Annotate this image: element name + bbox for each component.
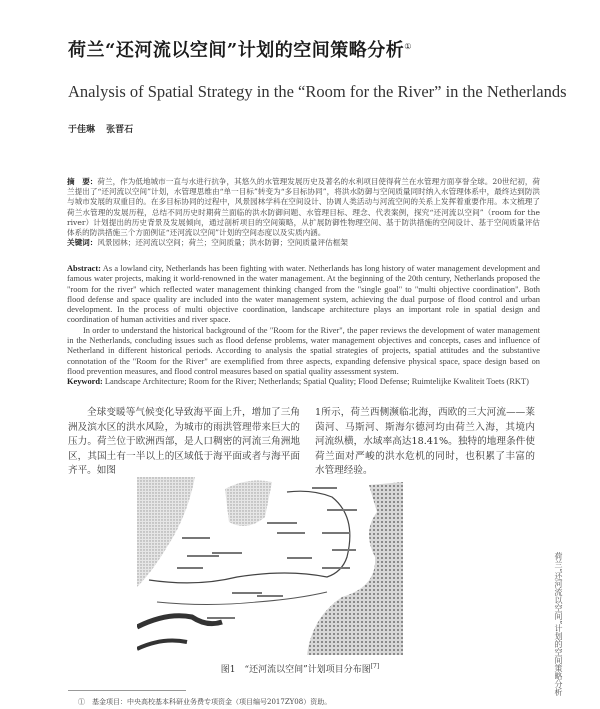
body-column-left: 全球变暖等气候变化导致海平面上升，增加了三角洲及滨水区的洪水风险，为城市的雨洪管理带来巨大的压力。荷兰位于欧洲西部，是人口稠密的河流三角洲地区，其国土有一半以上的区域低于海平面或者与海平面齐平。如图 [68, 407, 300, 476]
caption-text: 图1 “还河流以空间”计划项目分布图 [220, 665, 371, 675]
authors: 于佳琳 张晋石 [68, 125, 134, 135]
ijsselmeer [225, 481, 272, 526]
keyword-en-label: Keyword: [67, 377, 103, 387]
footnote-divider [68, 690, 186, 691]
english-title: Analysis of Spatial Strategy in the “Room for the River” in the Netherlands [68, 82, 567, 101]
abstract-label: 摘 要： [67, 177, 98, 186]
abstract-text: 荷兰，作为低地城市一直与水进行抗争，其悠久的水管理发展历史及著名的水利项目使得荷兰在水管理方面享誉全球。20世纪初，荷兰提出了“还河流以空间”计划，水管理思维由“单一目标”转变为“多目标协同”，将洪水防御与空间质量同时纳入水管理体系中，最终达到防洪与城市发展的双重目的。在多目标协同的过程中，风景园林学科在空间设计、协调人类活动与河流空间的关系上发挥着重要作用。本文梳理了荷兰水管理的发展历程，总结不同历史时期荷兰面临的洪水防御问题、水管理目标、理念、代表案例，探究“还河流以空间”（room for the river）计划提出的历史背景及发展倾向，通过剖析项目的空间策略，从扩展防御性物理空间、基于防洪措施的空间设计、基于空间质量评估体系的防洪措施三个方面例证“还河流以空间”计划的空间态度以及实质内涵。 [67, 177, 541, 238]
caption-ref: [7] [370, 663, 380, 670]
footnote: ① 基金项目：中央高校基本科研业务费专项资金（项目编号2017ZY08）资助。 [78, 698, 332, 706]
keywords-text: 风景园林；还河流以空间；荷兰；空间质量；洪水防御；空间质量评估框架 [97, 238, 348, 248]
keyword-en-text: Landscape Architecture; Room for the River; Netherlands; Spatial Quality; Flood Defense; Ruimtelijke Kwaliteit Toets (RKT) [104, 377, 529, 387]
abstract-en-p1: As a lowland city, Netherlands has been fighting with water. Netherlands has long history of water management development and famous water projects, making it world-renowned in the water management. At the beginning of the 20th century, Netherlands proposed the "room for the river" which reflected water management thinking changed from the "single goal" to "multi objective coordination". Both flood defense and space quality are included into the water management system, achieving the dual purpose of flood control and urban development. In the process of multi objective coordination, landscape architecture plays an important role in spatial design and coordination of human activities and river space. [67, 264, 540, 325]
english-abstract [67, 264, 540, 388]
north-sea [137, 477, 195, 587]
paper-title [68, 36, 412, 62]
chinese-abstract [67, 177, 540, 248]
germany-border-region [307, 482, 403, 655]
keywords-label: 关键词： [67, 238, 98, 248]
title-footnote-mark: ① [404, 42, 412, 51]
figure-caption [0, 662, 600, 675]
running-side-title: 荷兰“还河流以空间”计划的空间策略分析 [554, 552, 563, 697]
body-column-right: 1所示，荷兰西侧濒临北海，西欧的三大河流——莱茵河、马斯河、斯海尔德河均由荷兰入海，其境内河流纵横，水域率高达18.41%。独特的地理条件使荷兰面对严峻的洪水危机的同时，也积累了丰富的水管理经验。 [315, 407, 535, 476]
title-text: 荷兰“还河流以空间”计划的空间策略分析 [68, 40, 405, 61]
abstract-en-label: Abstract: [67, 264, 101, 273]
abstract-en-p2: In order to understand the historical background of the "Room for the River", the paper reviews the development of water management in the Netherlands, concluding issues such as flood defense problems, water management objectives and concepts, cases and influence of Netherland in different historical periods. According to analysis the spatial strategies of projects, spatial attitudes and the substantive connotation of the "Room for the River" are exemplified from three aspects, expanding defensive physical space, space design based on flood prevention measures, and flood control measures based on spatial quality assessment system. [67, 325, 540, 376]
delta-waters [137, 641, 187, 649]
project-distribution-map [137, 477, 468, 655]
